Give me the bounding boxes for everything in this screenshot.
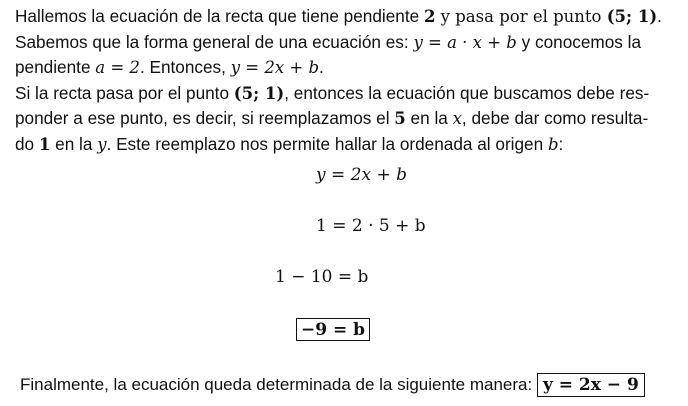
conclusion-text: Finalmente, la ecuación queda determinada de la siguiente manera: <box>20 375 537 394</box>
intercept-variable: b <box>547 134 559 154</box>
slope-value: 2 <box>423 7 436 26</box>
conclusion-line <box>20 373 645 397</box>
equation-2 <box>316 215 426 237</box>
text-span: y conocemos la <box>516 31 642 52</box>
equation-1 <box>316 164 407 186</box>
text-span: do <box>15 133 39 154</box>
text-span: Hallemos la ecuación de la recta que tiene pendiente <box>15 6 424 26</box>
text-span: . <box>319 57 324 78</box>
text-span: en la <box>405 108 453 129</box>
text-line-4 <box>15 81 680 107</box>
text-span: y pasa por el punto <box>435 7 607 26</box>
point-coordinates: (5; 1) <box>233 83 285 103</box>
line-equation: y = 2x + b <box>230 58 320 78</box>
slope-equation: a = 2 <box>95 58 140 78</box>
point-coordinates: (5; 1) <box>606 7 658 26</box>
y-value: 1 <box>38 134 51 154</box>
x-variable: x <box>452 109 462 129</box>
text-line-3 <box>15 55 680 81</box>
text-span: , entonces la ecuación que buscamos debe res- <box>284 82 650 103</box>
text-line-5 <box>15 106 680 132</box>
text-span: : <box>558 133 564 154</box>
text-line-6 <box>15 132 680 158</box>
text-span: en la <box>50 133 98 154</box>
text-span: , debe dar como resulta- <box>461 108 649 129</box>
boxed-final-equation: y = 2x − 9 <box>537 373 645 397</box>
text-span: Si la recta pasa por el punto <box>15 82 234 103</box>
text-span: . Este reemplazo nos permite hallar la ordenada al origen <box>106 133 548 154</box>
general-formula: y = a · x + b <box>413 32 517 52</box>
equation-4-result <box>296 319 370 341</box>
text-span: ponder a ese punto, es decir, si reemplazamos el <box>15 108 395 129</box>
text-span: . <box>657 6 662 26</box>
text-line-2 <box>15 30 680 56</box>
explanation-paragraph <box>15 4 680 158</box>
text-span: . Entonces, <box>139 57 231 78</box>
equation-text: 1 − 10 = b <box>275 267 369 287</box>
text-span: pendiente <box>15 57 96 78</box>
boxed-intercept: −9 = b <box>296 318 370 341</box>
equation-text: 1 = 2 · 5 + b <box>316 216 426 236</box>
equation-text: y = 2x + b <box>316 165 407 185</box>
x-value: 5 <box>394 109 406 129</box>
text-span: Sabemos que la forma general de una ecuación es: <box>15 31 414 52</box>
y-variable: y <box>97 134 107 154</box>
equation-3 <box>275 266 368 288</box>
text-line-1 <box>15 4 680 30</box>
